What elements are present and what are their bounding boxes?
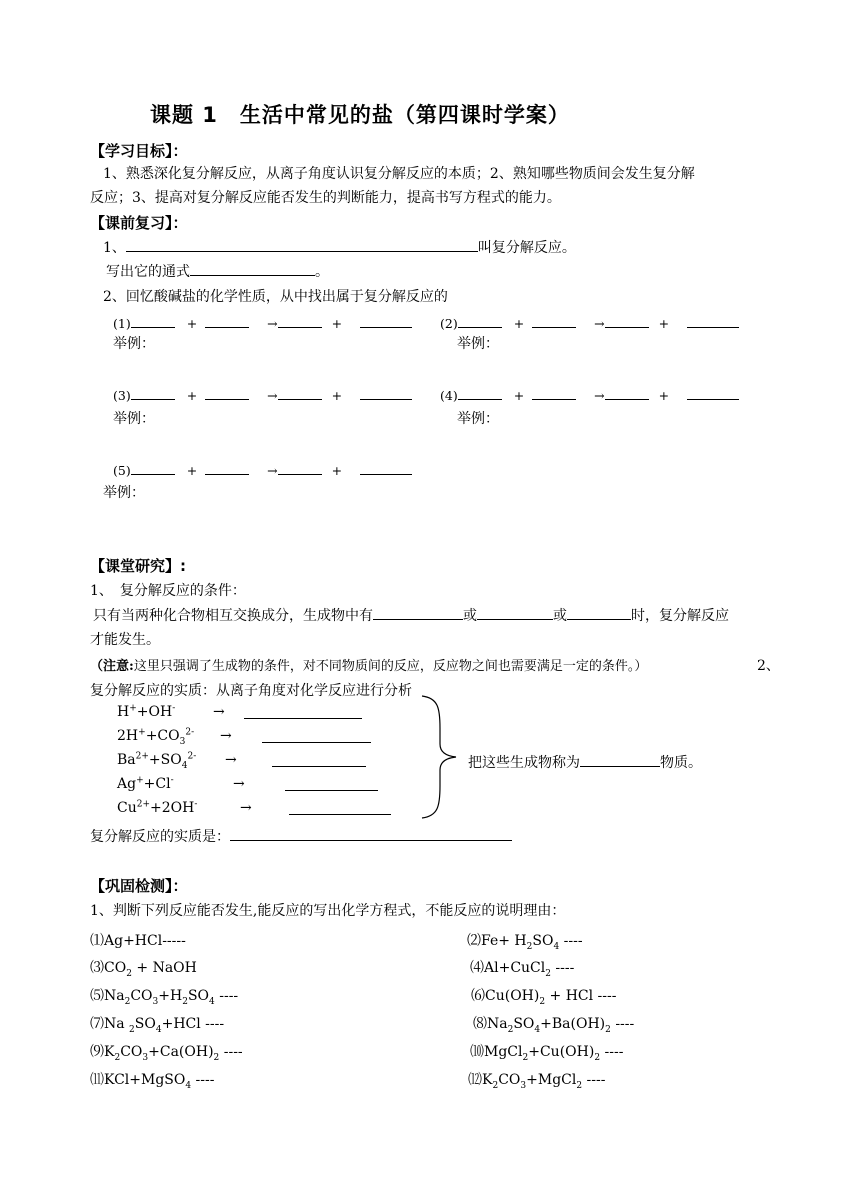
plus-sign: + (136, 704, 149, 720)
reactant-blank[interactable] (131, 385, 175, 400)
charge: 2- (187, 751, 197, 762)
ion: OH (148, 704, 173, 720)
research-q2: 复分解反应的实质：从离子角度对化学反应进行分析 (90, 683, 412, 699)
reactant-blank[interactable] (532, 313, 576, 328)
exercise-10: $⑽MgCl_2+Cu(OH)_2$ ---- (470, 1044, 624, 1063)
brace-text: 把这些生成物称为 (468, 755, 580, 771)
condition-end: 才能发生。 (90, 632, 160, 648)
essence-text: 复分解反应的实质是： (90, 829, 230, 845)
charge: - (172, 703, 176, 714)
arrow-icon: → (594, 316, 605, 331)
reaction-row-3 (113, 385, 412, 403)
ion: H (117, 704, 130, 720)
note-label: （注意: (90, 659, 134, 674)
plus-sign: + (145, 728, 158, 744)
plus-sign: + (186, 388, 198, 403)
ion-eq-4 (117, 776, 174, 792)
exercise-6: $⑹Cu(OH)_2$ + HCl ---- (471, 988, 617, 1007)
subscript: 4 (181, 760, 188, 771)
ion: CO (157, 728, 180, 744)
arrow-icon: → (220, 728, 232, 744)
review-q1b (106, 261, 329, 281)
reactant-blank[interactable] (205, 385, 249, 400)
product-blank[interactable] (687, 385, 739, 400)
arrow-icon: → (594, 388, 605, 403)
condition-line (93, 605, 729, 625)
reaction-row-1 (113, 313, 412, 331)
exercise-7: ⑺Na $_2SO_4+HCl$ ---- (90, 1016, 225, 1035)
charge: + (129, 703, 137, 714)
ion-eq-2 (117, 727, 195, 747)
charge: - (194, 799, 198, 810)
reactant-blank[interactable] (205, 313, 249, 328)
general-formula-blank[interactable] (190, 261, 315, 276)
ion-eq-3 (117, 751, 197, 771)
arrow-icon: → (233, 776, 245, 792)
coefficient: 2 (161, 800, 171, 816)
charge: + (138, 727, 146, 738)
plus-sign: + (331, 316, 343, 331)
charge: - (170, 775, 174, 786)
product-blank[interactable] (605, 313, 649, 328)
example-1: 举例： (113, 336, 155, 352)
example-3: 举例： (113, 411, 155, 427)
ion: OH (170, 800, 195, 816)
reactant-blank[interactable] (458, 313, 502, 328)
curly-brace-icon (418, 694, 462, 820)
brace-text: 物质。 (660, 755, 702, 771)
plus-sign: + (150, 800, 162, 816)
exercise-4: ⑷Al+CuCl$_2$ ---- (470, 960, 575, 979)
arrow-icon: → (267, 316, 278, 331)
product-blank[interactable] (278, 313, 322, 328)
condition-text: 只有当两种化合物相互交换成分，生成物中有 (93, 608, 373, 624)
review-q1-prefix: 1、 (103, 240, 126, 256)
ion-product-blank-3[interactable] (272, 752, 366, 767)
condition-blank-3[interactable] (567, 605, 631, 620)
ion: Cu (117, 800, 137, 816)
plus-sign: + (186, 463, 198, 478)
plus-sign: + (148, 752, 161, 768)
ion-eq-1 (117, 704, 175, 720)
exercise-3: $⑶CO_2$ + NaOH (90, 960, 197, 979)
check-q1: 1、判断下列反应能否发生,能反应的写出化学方程式，不能反应的说明理由： (90, 903, 566, 919)
plus-sign: + (331, 463, 343, 478)
or-text: 或 (553, 608, 567, 624)
condition-text: 时，复分解反应 (631, 608, 729, 624)
ion-product-blank-1[interactable] (244, 704, 362, 719)
arrow-icon: → (267, 463, 278, 478)
exercise-8: $⑻Na_2SO_4+Ba(OH)_2$ ---- (473, 1016, 635, 1035)
plus-sign: + (513, 316, 525, 331)
ion: Ag (117, 776, 137, 792)
note-line (90, 655, 647, 674)
reaction-row-2 (440, 313, 739, 331)
arrow-icon: → (225, 752, 237, 768)
example-4: 举例： (457, 411, 499, 427)
product-blank[interactable] (360, 385, 412, 400)
exercise-2: ⑵Fe+ $H_2SO_4$ ---- (467, 933, 583, 952)
review-q1-blank[interactable] (126, 237, 478, 252)
product-blank[interactable] (278, 460, 322, 475)
example-2: 举例： (457, 336, 499, 352)
product-blank[interactable] (360, 460, 412, 475)
exercise-5: $⑸Na_2CO_3+H_2SO_4$ ---- (90, 988, 239, 1007)
or-text: 或 (463, 608, 477, 624)
review-q1 (103, 237, 576, 257)
goals-heading: 【学习目标】： (90, 142, 188, 160)
charge: + (136, 775, 144, 786)
subscript: 3 (179, 736, 186, 747)
example-5: 举例： (103, 485, 145, 501)
goals-line-2: 反应；3、提高对复分解反应能否发生的判断能力，提高书写方程式的能力。 (90, 190, 561, 206)
ion-product-blank-5[interactable] (289, 800, 391, 815)
plus-sign: + (513, 388, 525, 403)
product-blank[interactable] (687, 313, 739, 328)
exercise-11: ⑾KCl+MgSO$_4$ ---- (90, 1072, 215, 1091)
product-blank[interactable] (360, 313, 412, 328)
review-q2: 2、回忆酸碱盐的化学性质，从中找出属于复分解反应的 (103, 289, 448, 305)
reaction-row-4 (440, 385, 739, 403)
reactant-blank[interactable] (131, 460, 175, 475)
arrow-icon: → (213, 704, 225, 720)
ion-product-blank-2[interactable] (262, 728, 371, 743)
reaction-row-5 (113, 460, 412, 478)
ion: SO (160, 752, 182, 768)
reactant-blank[interactable] (131, 313, 175, 328)
condition-blank-1[interactable] (373, 605, 463, 620)
item-label: (5) (113, 463, 131, 478)
reactant-blank[interactable] (205, 460, 249, 475)
page-title: 课题 1 生活中常见的盐（第四课时学案） (150, 103, 570, 127)
plus-sign: + (143, 776, 156, 792)
research-q2-number: 2、 (757, 658, 780, 674)
ion: H (125, 728, 139, 744)
plus-sign: + (331, 388, 343, 403)
research-q1: 1、 复分解反应的条件： (90, 583, 246, 599)
substance-type-blank[interactable] (580, 752, 660, 767)
review-q1-suffix: 叫复分解反应。 (477, 240, 576, 256)
exercise-1: ⑴Ag+HCl----- (90, 933, 186, 949)
research-heading: 【课堂研究】: (90, 557, 186, 575)
reactant-blank[interactable] (532, 385, 576, 400)
essence-line (90, 826, 512, 846)
note-text: 这里只强调了生成物的条件，对不同物质间的反应，反应物之间也需要满足一定的条件。） (133, 659, 648, 674)
exercise-12: $⑿K_2CO_3+MgCl_2$ ---- (468, 1072, 606, 1091)
reactant-blank[interactable] (458, 385, 502, 400)
coefficient: 2 (117, 728, 126, 744)
charge: 2+ (136, 799, 151, 810)
item-label: (4) (440, 388, 458, 403)
check-heading: 【巩固检测】： (90, 877, 188, 895)
plus-sign: + (186, 316, 198, 331)
arrow-icon: → (240, 800, 252, 816)
item-label: (1) (113, 316, 131, 331)
item-label: (3) (113, 388, 131, 403)
review-heading: 【课前复习】： (90, 214, 188, 232)
ion: Cl (155, 776, 171, 792)
goals-line-1: 1、熟悉深化复分解反应，从离子角度认识复分解反应的本质；2、熟知哪些物质间会发生复分解 (103, 166, 695, 182)
plus-sign: + (658, 388, 670, 403)
ion: Ba (117, 752, 136, 768)
brace-label (468, 752, 702, 772)
exercise-9: $⑼K_2CO_3+Ca(OH)_2$ ---- (90, 1044, 243, 1063)
ion-eq-5 (117, 800, 197, 816)
item-label: (2) (440, 316, 458, 331)
charge: 2- (185, 727, 195, 738)
review-q1b-prefix: 写出它的通式 (106, 264, 190, 280)
ion-product-blank-4[interactable] (285, 776, 378, 791)
charge: 2+ (135, 751, 149, 762)
essence-blank[interactable] (230, 826, 512, 841)
plus-sign: + (658, 316, 670, 331)
arrow-icon: → (267, 388, 278, 403)
condition-blank-2[interactable] (477, 605, 553, 620)
review-q1b-suffix: 。 (315, 264, 329, 280)
product-blank[interactable] (605, 385, 649, 400)
product-blank[interactable] (278, 385, 322, 400)
